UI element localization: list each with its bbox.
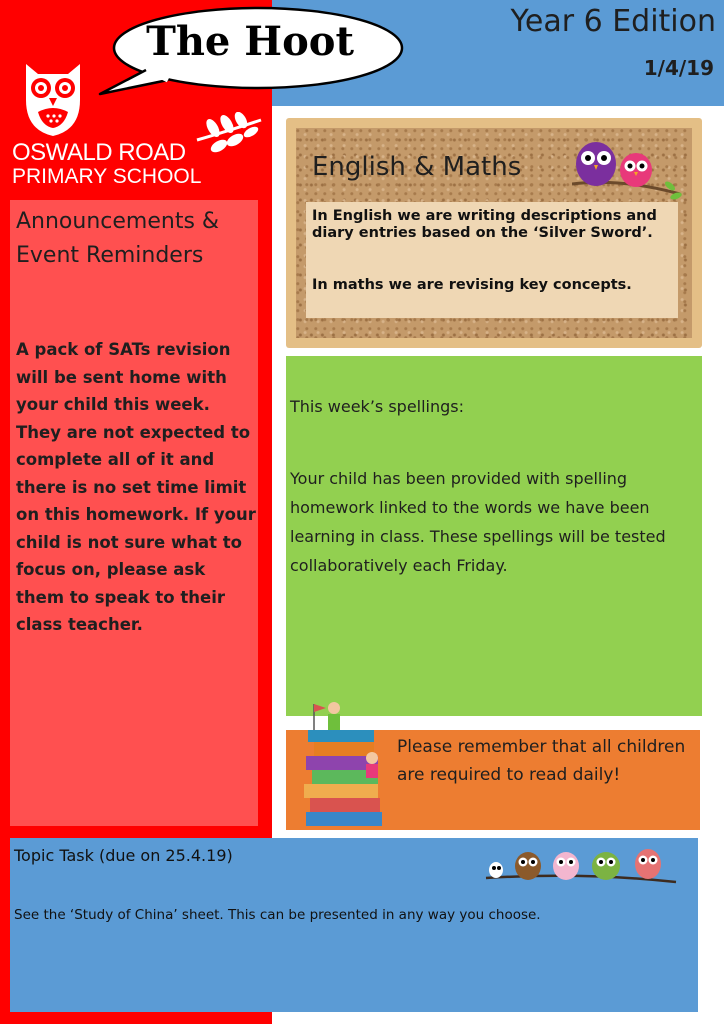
english-maths-title: English & Maths [312, 152, 522, 182]
spellings-title: This week’s spellings: [290, 397, 465, 416]
topic-body: See the ‘Study of China’ sheet. This can be presented in any way you choose. [14, 907, 541, 923]
owl-row-icon [482, 842, 680, 888]
owl-logo-icon [18, 60, 88, 138]
spellings-body: Your child has been provided with spelling homework linked to the words we have been learning in class. These spellings will be tested collaboratively each Friday. [290, 469, 666, 575]
branch-icon [195, 112, 265, 154]
school-name-line1: OSWALD ROAD [12, 139, 186, 166]
newsletter-title: The Hoot [146, 18, 354, 65]
announcements-title: Announcements & Event Reminders [16, 209, 220, 268]
edition-label: Year 6 Edition [510, 4, 716, 39]
school-name-line2: PRIMARY SCHOOL [12, 165, 202, 188]
topic-title: Topic Task (due on 25.4.19) [14, 846, 233, 865]
announcements-body: A pack of SATs revision will be sent home with your child this week. They are not expected to complete all of it and there is no set time limit on this homework. If your child is not sure what to focus on, please ask them to speak to their class teacher. [16, 340, 256, 634]
maths-text: In maths we are revising key concepts. [312, 277, 632, 293]
owls-on-branch-icon [572, 138, 684, 204]
issue-date: 1/4/19 [643, 56, 714, 80]
reading-reminder: Please remember that all children are required to read daily! [397, 737, 686, 785]
books-stack-icon [298, 700, 390, 830]
english-text: In English we are writing descriptions and diary entries based on the ‘Silver Sword’. [312, 208, 657, 241]
